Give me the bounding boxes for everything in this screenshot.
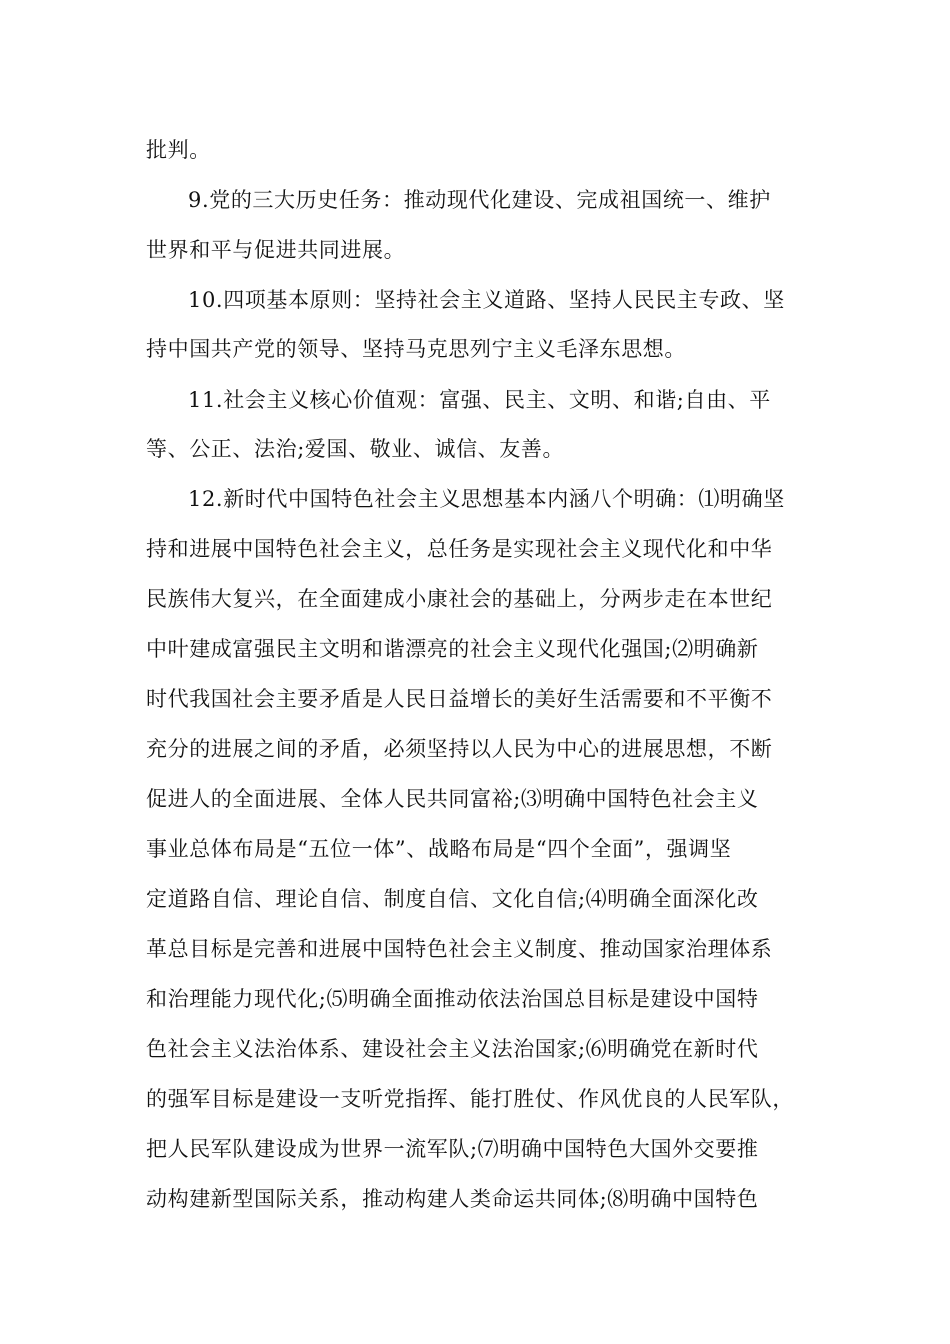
text-line: 民族伟大复兴，在全面建成小康社会的基础上，分两步走在本世纪 bbox=[146, 587, 773, 611]
text-line: 时代我国社会主要矛盾是人民日益增长的美好生活需要和不平衡不 bbox=[146, 687, 773, 711]
text-line: 的强军目标是建设一支听党指挥、能打胜仗、作风优良的人民军队， bbox=[146, 1087, 794, 1111]
text-line: 动构建新型国际关系，推动构建人类命运共同体;⑻明确中国特色 bbox=[146, 1187, 759, 1211]
text-line: 等、公正、法治;爱国、敬业、诚信、友善。 bbox=[146, 437, 565, 461]
text-line: 持中国共产党的领导、坚持马克思列宁主义毛泽东思想。 bbox=[146, 337, 686, 361]
text-line: 色社会主义法治体系、建设社会主义法治国家;⑹明确党在新时代 bbox=[146, 1037, 759, 1061]
text-line: 和治理能力现代化;⑸明确全面推动依法治国总目标是建设中国特 bbox=[146, 987, 759, 1011]
text-line: 促进人的全面进展、全体人民共同富裕;⑶明确中国特色社会主义 bbox=[146, 787, 759, 811]
text-line: 10.四项基本原则：坚持社会主义道路、坚持人民民主专政、坚 bbox=[188, 288, 785, 312]
text-line: 事业总体布局是“五位一体”、战略布局是“四个全面”，强调坚 bbox=[146, 837, 732, 861]
text-line: 9.党的三大历史任务：推动现代化建设、完成祖国统一、维护 bbox=[188, 188, 771, 212]
text-line: 12.新时代中国特色社会主义思想基本内涵八个明确：⑴明确坚 bbox=[188, 487, 785, 511]
text-line: 11.社会主义核心价值观：富强、民主、文明、和谐;自由、平 bbox=[188, 388, 771, 412]
text-line: 批判。 bbox=[146, 138, 211, 162]
text-line: 持和进展中国特色社会主义，总任务是实现社会主义现代化和中华 bbox=[146, 537, 773, 561]
text-line: 革总目标是完善和进展中国特色社会主义制度、推动国家治理体系 bbox=[146, 937, 773, 961]
text-line: 世界和平与促进共同进展。 bbox=[146, 238, 406, 262]
text-line: 定道路自信、理论自信、制度自信、文化自信;⑷明确全面深化改 bbox=[146, 887, 759, 911]
text-line: 充分的进展之间的矛盾，必须坚持以人民为中心的进展思想，不断 bbox=[146, 737, 773, 761]
text-line: 中叶建成富强民主文明和谐漂亮的社会主义现代化强国;⑵明确新 bbox=[146, 637, 759, 661]
text-line: 把人民军队建设成为世界一流军队;⑺明确中国特色大国外交要推 bbox=[146, 1137, 759, 1161]
